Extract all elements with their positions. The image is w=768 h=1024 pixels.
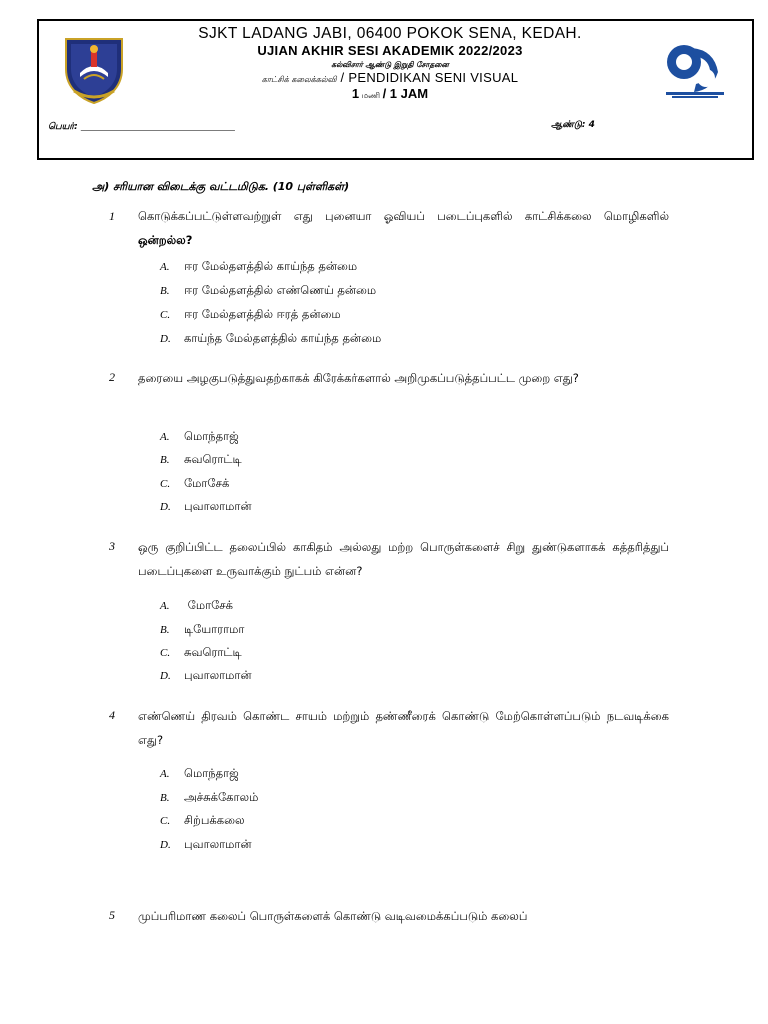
option-text: மோசேக் xyxy=(184,476,230,490)
answer-option[interactable] xyxy=(160,790,258,806)
school-name: SJKT LADANG JABI, 06400 POKOK SENA, KEDAH. xyxy=(198,25,582,42)
answer-option[interactable] xyxy=(160,668,252,684)
option-letter: D. xyxy=(160,501,171,513)
answer-option[interactable] xyxy=(160,452,242,468)
option-letter: B. xyxy=(160,792,170,804)
option-letter: C. xyxy=(160,478,171,490)
question-text-bold: ஒன்றல்ல? xyxy=(138,233,193,247)
duration-number: 1 xyxy=(351,86,360,101)
option-letter: D. xyxy=(160,839,171,851)
year-label: ஆண்டு: 4 xyxy=(551,120,595,130)
answer-option[interactable] xyxy=(160,499,252,515)
subject-tamil: காட்சிக் கலைக்கல்வி xyxy=(261,75,337,84)
question-number: 1 xyxy=(109,209,115,223)
question-text-main: கொடுக்கப்பட்டுள்ளவற்றுள் எது புனையா ஓவியப் படைப்புகளில் காட்சிக்கலை மொழிகளில் xyxy=(138,209,669,223)
duration-tamil: மணி xyxy=(359,91,383,100)
option-text: புவாலாமான் xyxy=(184,499,252,513)
name-blank-line[interactable]: ____________________________ xyxy=(80,120,235,132)
name-label: பெயர்: xyxy=(48,122,81,132)
duration-rest: / 1 JAM xyxy=(382,86,429,101)
subject-line xyxy=(130,70,650,85)
answer-option[interactable] xyxy=(160,598,233,614)
option-text: சுவரொட்டி xyxy=(184,645,242,659)
option-text: ஈர மேல்தளத்தில் ஈரத் தன்மை xyxy=(184,307,341,321)
question-number: 4 xyxy=(109,708,115,722)
question-text: எண்ணெய் திரவம் கொண்ட சாயம் மற்றும் தண்ணீரைக் கொண்டு மேற்கொள்ளப்படும் நடவடிக்கை எது? xyxy=(138,709,669,747)
school-crest-logo xyxy=(60,33,128,105)
answer-option[interactable] xyxy=(160,429,239,445)
exam-title: UJIAN AKHIR SESI AKADEMIK 2022/2023 xyxy=(257,43,523,58)
duration-line xyxy=(130,86,650,101)
answer-option[interactable] xyxy=(160,837,252,853)
option-text: புவாலாமான் xyxy=(184,668,252,682)
option-text: மோசேக் xyxy=(184,598,233,612)
option-letter: A. xyxy=(160,600,170,612)
question-text: முப்பரிமாண கலைப் பொருள்களைக் கொண்டு வடிவமைக்கப்படும் கலைப் xyxy=(138,909,528,923)
answer-option[interactable] xyxy=(160,283,376,299)
option-letter: D. xyxy=(160,333,171,345)
option-text: சுவரொட்டி xyxy=(184,452,242,466)
answer-option[interactable] xyxy=(160,622,244,638)
answer-option[interactable] xyxy=(160,476,229,492)
option-letter: A. xyxy=(160,431,170,443)
option-letter: B. xyxy=(160,454,170,466)
answer-option[interactable] xyxy=(160,766,239,782)
answer-option[interactable] xyxy=(160,331,381,347)
answer-option[interactable] xyxy=(160,813,245,829)
section-instruction: அ) சரியான விடைக்கு வட்டமிடுக. (10 புள்ளிகள்) xyxy=(92,180,350,193)
question-text xyxy=(138,204,669,252)
option-letter: C. xyxy=(160,647,171,659)
answer-option[interactable] xyxy=(160,645,242,661)
option-letter: B. xyxy=(160,624,170,636)
option-text: மொந்தாஜ் xyxy=(184,429,239,443)
question-number: 5 xyxy=(109,908,115,922)
option-letter: A. xyxy=(160,768,170,780)
answer-option[interactable] xyxy=(160,307,341,323)
option-text: புவாலாமான் xyxy=(184,837,252,851)
subject-name: PENDIDIKAN SENI VISUAL xyxy=(348,70,519,85)
option-letter: A. xyxy=(160,261,170,273)
question-text: தரையை அழகுபடுத்துவதற்காகக் கிரேக்கர்களால் அறிமுகப்படுத்தப்பட்ட முறை எது? xyxy=(138,371,579,385)
option-text: ஈர மேல்தளத்தில் எண்ணெய் தன்மை xyxy=(184,283,377,297)
question-number: 2 xyxy=(109,370,115,384)
option-letter: C. xyxy=(160,309,171,321)
option-letter: C. xyxy=(160,815,171,827)
option-text: அச்சுக்கோலம் xyxy=(184,790,259,804)
exam-title-tamil: கல்விசார் ஆண்டு இறுதி சோதனை xyxy=(331,60,449,69)
option-text: ஈர மேல்தளத்தில் காய்ந்த தன்மை xyxy=(184,259,358,273)
option-text: காய்ந்த மேல்தளத்தில் காய்ந்த தன்மை xyxy=(184,331,382,345)
anniversary-25-logo xyxy=(662,40,727,100)
option-text: சிற்பக்கலை xyxy=(184,813,245,827)
name-field[interactable] xyxy=(48,120,235,133)
option-text: மொந்தாஜ் xyxy=(184,766,239,780)
option-letter: D. xyxy=(160,670,171,682)
option-letter: B. xyxy=(160,285,170,297)
subject-separator: / xyxy=(336,70,349,85)
answer-option[interactable] xyxy=(160,259,357,275)
option-text: டியோராமா xyxy=(184,622,245,636)
question-number: 3 xyxy=(109,539,115,553)
question-text: ஒரு குறிப்பிட்ட தலைப்பில் காகிதம் அல்லது மற்ற பொருள்களைச் சிறு துண்டுகளாகக் கத்தரித்துப் படைப்புகளை உருவாக்கும் நுட்பம் என்ன? xyxy=(138,540,669,578)
